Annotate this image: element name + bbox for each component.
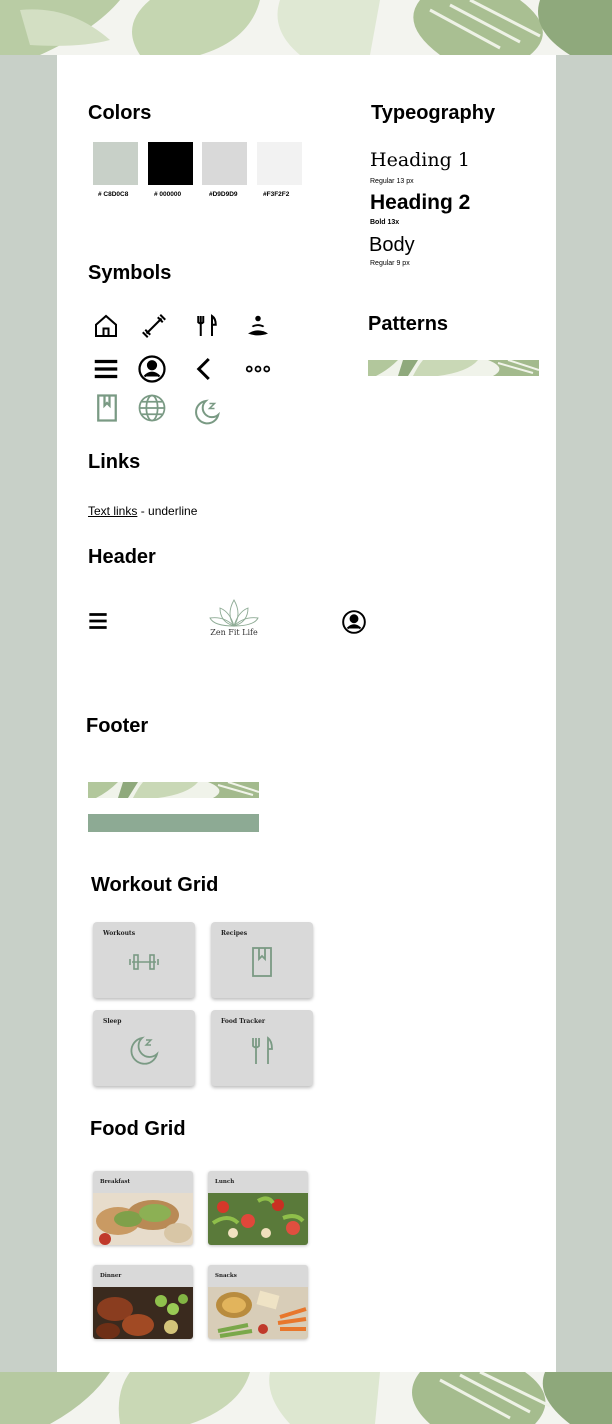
header-hamburger-menu-icon[interactable] <box>85 608 111 634</box>
workout-card-sleep[interactable] <box>93 1010 195 1086</box>
breakfast-photo <box>93 1193 193 1245</box>
food-card-title: Breakfast <box>100 1179 130 1185</box>
footer-bar <box>88 814 259 832</box>
symbols-heading: Symbols <box>88 262 172 284</box>
bottom-leaf-banner <box>0 1372 612 1424</box>
dumbbell-icon <box>139 311 169 341</box>
sleep-moon-icon <box>192 396 222 426</box>
logo-text: Zen Fit Life <box>210 628 258 637</box>
text-link[interactable]: Text links <box>88 504 138 518</box>
food-card-dinner[interactable] <box>93 1265 193 1339</box>
workout-card-workouts[interactable] <box>93 922 195 998</box>
typography-heading1-sample: Heading 1 <box>370 149 470 171</box>
leaf-pattern-sample <box>368 360 539 376</box>
color-swatch-light-gray <box>257 142 302 185</box>
color-label-sage: # C8D0C8 <box>98 191 129 198</box>
typography-heading: Typeography <box>371 102 496 124</box>
card-title: Workouts <box>103 930 136 937</box>
fork-knife-icon <box>244 1032 280 1068</box>
color-swatch-black <box>148 142 193 185</box>
typography-heading2-sample: Heading 2 <box>370 191 471 214</box>
food-card-title: Dinner <box>100 1273 122 1279</box>
globe-icon <box>137 393 167 423</box>
color-label-gray: #D9D9D9 <box>209 191 238 198</box>
food-grid-heading: Food Grid <box>90 1118 186 1140</box>
header-heading: Header <box>88 546 156 568</box>
color-swatch-gray <box>202 142 247 185</box>
colors-heading: Colors <box>88 102 152 124</box>
workout-grid-heading: Workout Grid <box>91 874 219 896</box>
card-title: Recipes <box>221 930 248 937</box>
food-card-snacks[interactable] <box>208 1265 308 1339</box>
footer-leaf-pattern <box>88 782 259 798</box>
fork-knife-icon <box>192 311 222 341</box>
footer-heading: Footer <box>86 715 149 737</box>
user-circle-icon <box>137 354 167 384</box>
meditation-icon <box>243 311 273 341</box>
sleep-moon-icon <box>126 1032 162 1068</box>
links-heading: Links <box>88 451 141 473</box>
typography-heading2-note: Bold 13x <box>370 219 400 226</box>
color-label-light-gray: #F3F2F2 <box>263 191 290 198</box>
color-label-black: # 000000 <box>154 191 182 198</box>
top-leaf-banner <box>0 0 612 55</box>
workout-card-recipes[interactable] <box>211 922 313 998</box>
more-dots-icon <box>243 354 273 384</box>
bookmark-book-icon <box>244 944 280 980</box>
bookmark-book-icon <box>92 393 122 423</box>
card-title: Sleep <box>103 1018 122 1025</box>
links-sample <box>88 504 197 518</box>
dumbbell-icon <box>126 944 162 980</box>
lunch-photo <box>208 1193 308 1245</box>
color-swatch-sage <box>93 142 138 185</box>
zen-fit-life-logo[interactable] <box>203 596 265 642</box>
hamburger-menu-icon <box>91 354 121 384</box>
dinner-photo <box>93 1287 193 1339</box>
patterns-heading: Patterns <box>368 313 449 335</box>
food-card-title: Lunch <box>215 1179 235 1185</box>
header-user-circle-icon[interactable] <box>341 609 367 635</box>
snacks-photo <box>208 1287 308 1339</box>
typography-heading1-note: Regular 13 px <box>370 178 414 185</box>
card-title: Food Tracker <box>221 1018 266 1025</box>
food-card-title: Snacks <box>215 1273 237 1279</box>
typography-body-sample: Body <box>369 234 415 256</box>
links-suffix: - underline <box>137 504 198 518</box>
food-card-lunch[interactable] <box>208 1171 308 1245</box>
typography-body-note: Regular 9 px <box>370 260 410 267</box>
workout-card-food-tracker[interactable] <box>211 1010 313 1086</box>
chevron-left-icon <box>190 354 220 384</box>
food-card-breakfast[interactable] <box>93 1171 193 1245</box>
home-icon <box>91 311 121 341</box>
